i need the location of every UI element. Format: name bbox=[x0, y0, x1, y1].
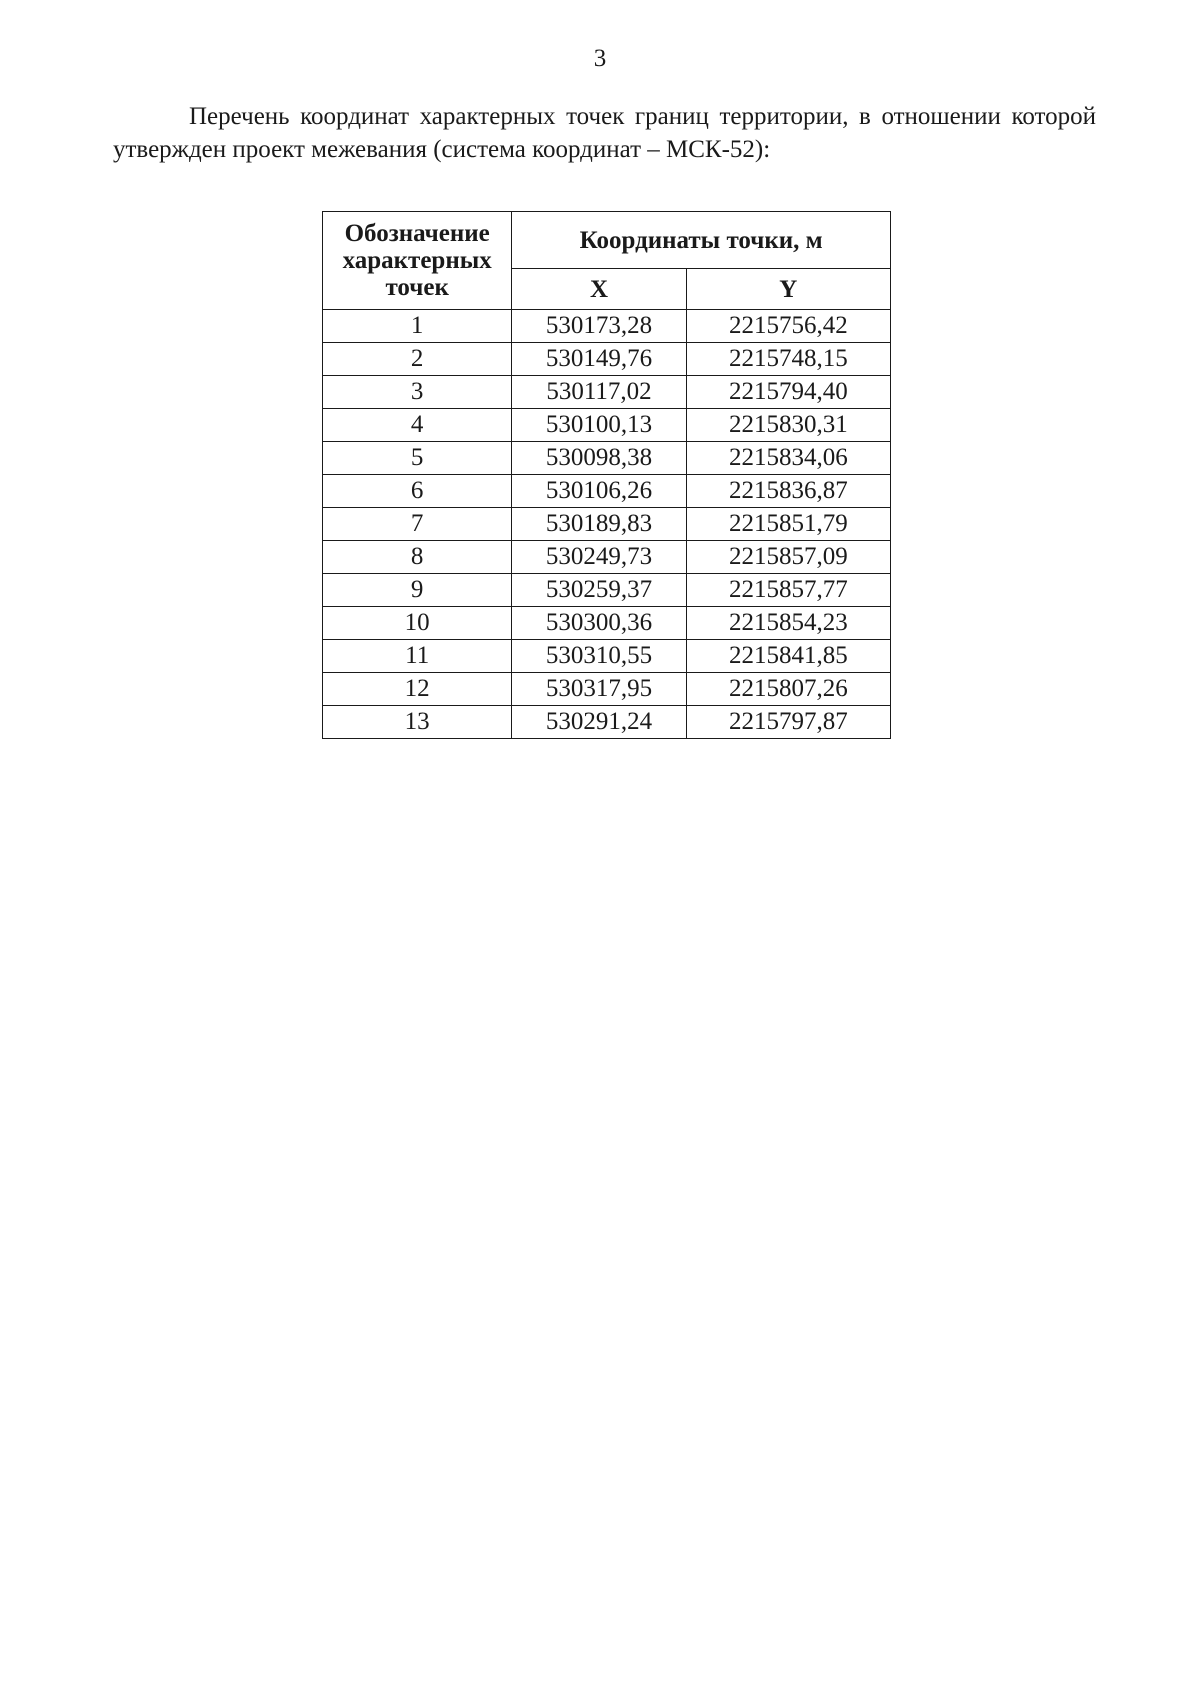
table-row bbox=[323, 541, 891, 574]
cell-x: 530098,38 bbox=[512, 442, 686, 475]
cell-y: 2215834,06 bbox=[686, 442, 890, 475]
cell-x: 530117,02 bbox=[512, 376, 686, 409]
table-row bbox=[323, 508, 891, 541]
table-row bbox=[323, 574, 891, 607]
table-row bbox=[323, 706, 891, 739]
cell-x: 530173,28 bbox=[512, 310, 686, 343]
cell-point: 13 bbox=[323, 706, 512, 739]
cell-x: 530259,37 bbox=[512, 574, 686, 607]
table-row bbox=[323, 475, 891, 508]
cell-y: 2215841,85 bbox=[686, 640, 890, 673]
cell-y: 2215851,79 bbox=[686, 508, 890, 541]
cell-point: 11 bbox=[323, 640, 512, 673]
cell-y: 2215756,42 bbox=[686, 310, 890, 343]
cell-point: 4 bbox=[323, 409, 512, 442]
table-header-row bbox=[323, 212, 891, 269]
cell-x: 530149,76 bbox=[512, 343, 686, 376]
header-y: Y bbox=[686, 269, 890, 310]
cell-x: 530106,26 bbox=[512, 475, 686, 508]
cell-point: 1 bbox=[323, 310, 512, 343]
page-number: 3 bbox=[593, 45, 607, 72]
cell-point: 7 bbox=[323, 508, 512, 541]
cell-y: 2215794,40 bbox=[686, 376, 890, 409]
cell-x: 530300,36 bbox=[512, 607, 686, 640]
cell-y: 2215807,26 bbox=[686, 673, 890, 706]
table-row bbox=[323, 409, 891, 442]
table-row bbox=[323, 442, 891, 475]
cell-y: 2215854,23 bbox=[686, 607, 890, 640]
cell-y: 2215857,77 bbox=[686, 574, 890, 607]
cell-x: 530249,73 bbox=[512, 541, 686, 574]
cell-point: 10 bbox=[323, 607, 512, 640]
table-row bbox=[323, 607, 891, 640]
header-x: X bbox=[512, 269, 686, 310]
header-coordinates: Координаты точки, м bbox=[512, 212, 891, 269]
table-row bbox=[323, 673, 891, 706]
cell-y: 2215797,87 bbox=[686, 706, 890, 739]
cell-y: 2215748,15 bbox=[686, 343, 890, 376]
table-row bbox=[323, 310, 891, 343]
cell-x: 530189,83 bbox=[512, 508, 686, 541]
cell-point: 3 bbox=[323, 376, 512, 409]
header-point-designation: Обозначение характерных точек bbox=[323, 212, 512, 310]
coordinates-table bbox=[322, 211, 891, 739]
table-row bbox=[323, 343, 891, 376]
cell-point: 8 bbox=[323, 541, 512, 574]
cell-x: 530100,13 bbox=[512, 409, 686, 442]
cell-point: 5 bbox=[323, 442, 512, 475]
cell-y: 2215857,09 bbox=[686, 541, 890, 574]
table-row bbox=[323, 376, 891, 409]
cell-y: 2215836,87 bbox=[686, 475, 890, 508]
cell-point: 6 bbox=[323, 475, 512, 508]
cell-y: 2215830,31 bbox=[686, 409, 890, 442]
cell-point: 9 bbox=[323, 574, 512, 607]
cell-x: 530291,24 bbox=[512, 706, 686, 739]
intro-paragraph: Перечень координат характерных точек границ территории, в отношении которой утвержден проект межевания (система координат – МСК-52): bbox=[113, 103, 1096, 163]
cell-point: 12 bbox=[323, 673, 512, 706]
cell-x: 530310,55 bbox=[512, 640, 686, 673]
table-row bbox=[323, 640, 891, 673]
cell-x: 530317,95 bbox=[512, 673, 686, 706]
cell-point: 2 bbox=[323, 343, 512, 376]
